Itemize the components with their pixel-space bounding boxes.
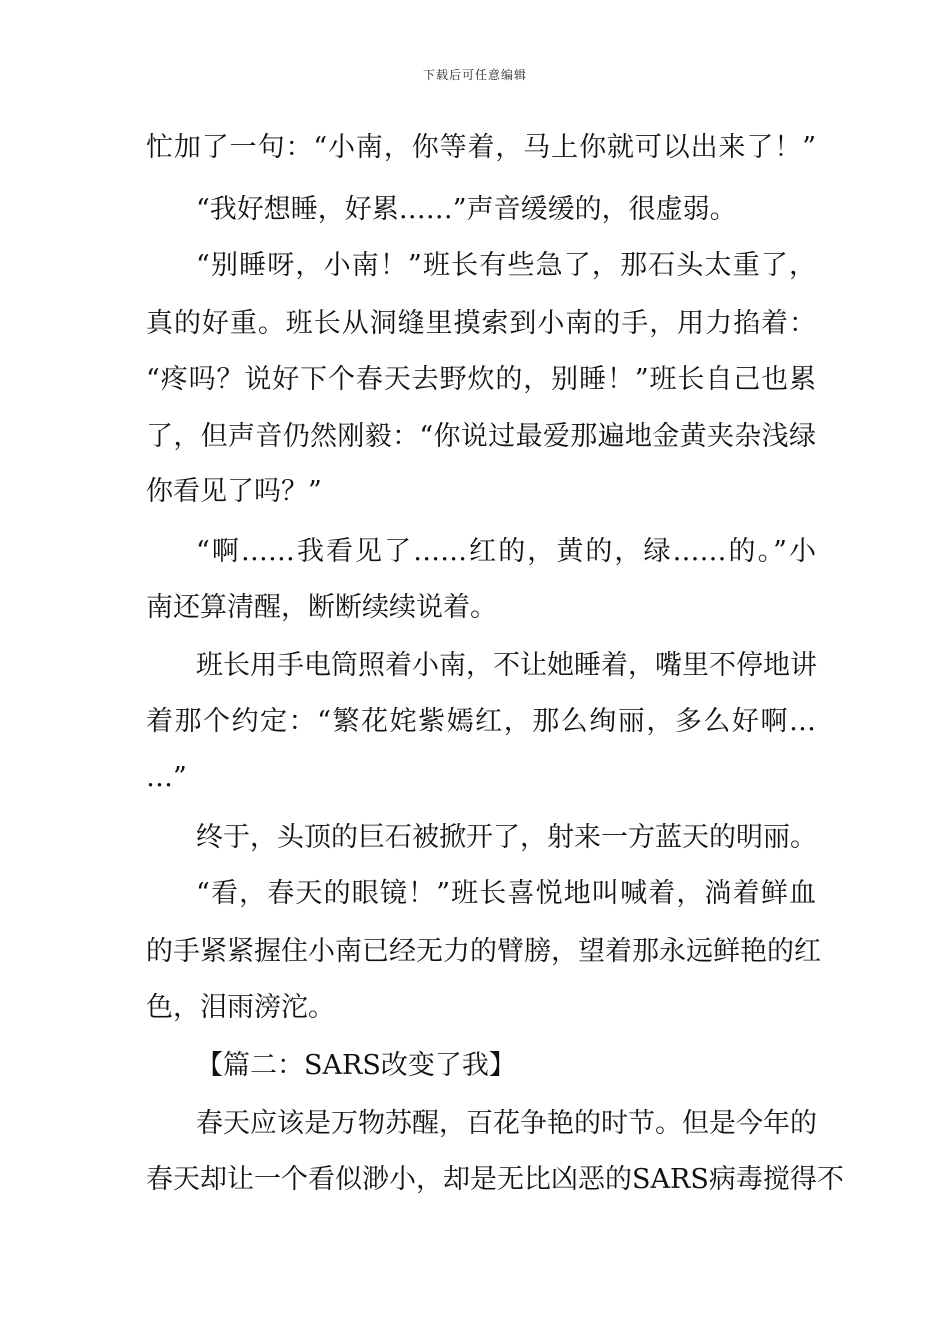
text-line: 忙加了一句：“小南，你等着，马上你就可以出来了！”: [146, 132, 816, 163]
text-line: “我好想睡，好累……”声音缓缓的，很虚弱。: [196, 194, 737, 225]
text-line: 了，但声音仍然刚毅：“你说过最爱那遍地金黄夹杂浅绿: [146, 421, 816, 452]
text-line: 着那个约定：“繁花姹紫嫣红，那么绚丽，多么好啊…: [146, 706, 816, 737]
page-header: 下载后可任意编辑: [422, 68, 527, 82]
text-line: 终于，头顶的巨石被掀开了，射来一方蓝天的明丽。: [196, 822, 817, 853]
text-line: 春天应该是万物苏醒，百花争艳的时节。但是今年的: [196, 1108, 817, 1139]
section-heading: 【篇二：SARS改变了我】: [196, 1050, 516, 1081]
text-line: 南还算清醒，断断续续说着。: [146, 592, 497, 623]
text-line: 色，泪雨滂沱。: [146, 992, 335, 1023]
text-line: 班长用手电筒照着小南，不让她睡着，嘴里不停地讲: [196, 650, 817, 681]
text-line: “啊……我看见了……红的，黄的，绿……的。”小: [196, 536, 816, 567]
text-line: “疼吗？说好下个春天去野炊的，别睡！”班长自己也累: [146, 364, 816, 395]
text-line: “别睡呀，小南！”班长有些急了，那石头太重了，: [196, 250, 816, 281]
text-line: “看，春天的眼镜！”班长喜悦地叫喊着，淌着鲜血: [196, 878, 816, 909]
text-line: 的手紧紧握住小南已经无力的臂膀，望着那永远鲜艳的红: [146, 936, 821, 967]
text-line: 春天却让一个看似渺小，却是无比凶恶的SARS病毒搅得不: [146, 1164, 844, 1195]
text-line: 真的好重。班长从洞缝里摸索到小南的手，用力掐着：: [146, 308, 816, 339]
text-line: 你看见了吗？”: [146, 476, 322, 507]
text-line: …”: [146, 762, 187, 793]
